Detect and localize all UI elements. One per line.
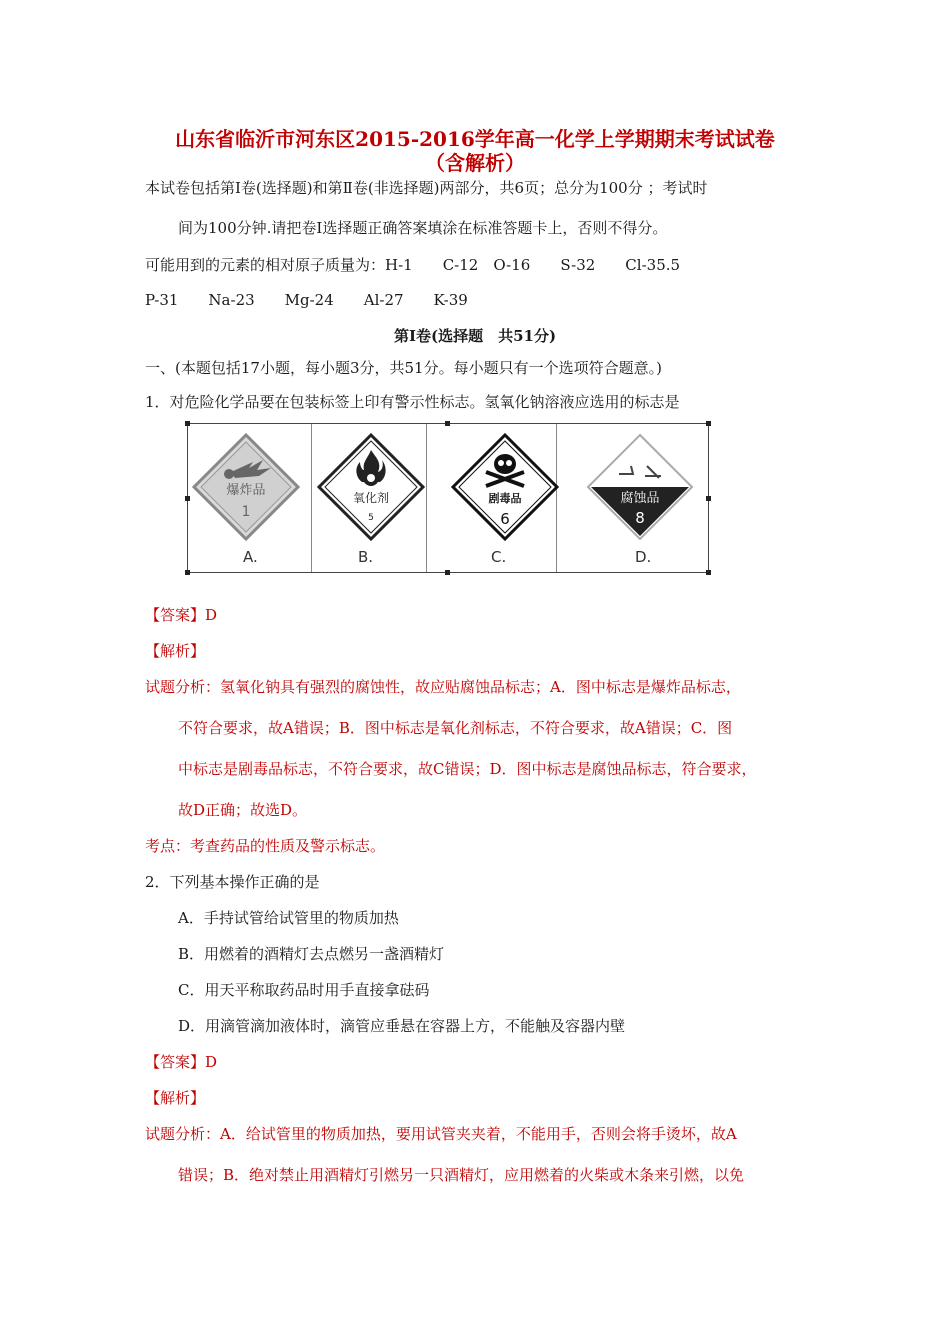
intro-line-2: 间为100分钟.请把卷I选择题正确答案填涂在标准答题卡上，否则不得分。	[178, 219, 668, 237]
sign-a-number: 1	[241, 504, 251, 520]
resize-handle	[706, 421, 711, 426]
resize-handle	[445, 570, 450, 575]
atomic-masses-line-1: 可能用到的元素的相对原子质量为：H-1 C-12 O-16 S-32 Cl-35.5	[145, 256, 681, 274]
q2-option-c: C．用天平称取药品时用手直接拿砝码	[178, 981, 430, 999]
option-a-label: A.	[243, 548, 258, 566]
section-instructions: 一、(本题包括17小题，每小题3分，共51分。每小题只有一个选项符合题意。)	[145, 359, 662, 377]
sign-c-number: 6	[500, 510, 510, 528]
q2-analysis-line-2: 错误；B．绝对禁止用酒精灯引燃另一只酒精灯，应用燃着的火柴或木条来引燃，以免	[178, 1166, 745, 1184]
q2-analysis-heading: 【解析】	[145, 1089, 206, 1107]
q1-analysis-heading: 【解析】	[145, 642, 206, 660]
sign-c-text: 剧毒品	[488, 492, 522, 505]
sign-d-number: 8	[635, 509, 645, 527]
q2-option-a: A．手持试管给试管里的物质加热	[178, 909, 399, 927]
q1-analysis-line-1: 试题分析：氢氧化钠具有强烈的腐蚀性，故应贴腐蚀品标志；A．图中标志是爆炸品标志，	[145, 678, 741, 696]
sign-a-text: 爆炸品	[226, 483, 266, 498]
toxic-sign	[450, 432, 560, 542]
resize-handle	[185, 496, 190, 501]
figure-divider	[311, 424, 312, 572]
atomic-masses-line-2: P-31 Na-23 Mg-24 Al-27 K-39	[145, 291, 468, 309]
resize-handle	[706, 570, 711, 575]
option-b-label: B.	[358, 548, 374, 566]
q1-analysis-line-4: 故D正确；故选D。	[178, 801, 308, 819]
resize-handle	[706, 496, 711, 501]
oxidizer-sign	[316, 432, 426, 542]
corrosive-sign	[585, 432, 695, 542]
document-title-line1: 山东省临沂市河东区2015-2016学年高一化学上学期期末考试试卷	[175, 127, 775, 151]
section-heading: 第Ⅰ卷(选择题 共51分)	[393, 327, 557, 345]
option-d-label: D.	[635, 548, 652, 566]
question-1-stem: 1．对危险化学品要在包装标签上印有警示性标志。氢氧化钠溶液应选用的标志是	[145, 393, 680, 411]
document-title-line2: （含解析）	[425, 151, 525, 175]
q2-option-b: B．用燃着的酒精灯去点燃另一盏酒精灯	[178, 945, 445, 963]
q1-analysis-line-2: 不符合要求，故A错误；B．图中标志是氧化剂标志，不符合要求，故A错误；C．图	[178, 719, 733, 737]
option-c-label: C.	[491, 548, 507, 566]
resize-handle	[185, 570, 190, 575]
intro-line-1: 本试卷包括第Ⅰ卷(选择题)和第Ⅱ卷(非选择题)两部分，共6页；总分为100分 ；考试时	[145, 179, 708, 197]
hazard-signs-figure	[187, 423, 709, 573]
q1-answer: 【答案】D	[145, 606, 218, 624]
q1-analysis-line-3: 中标志是剧毒品标志，不符合要求，故C错误；D．图中标志是腐蚀品标志，符合要求，	[178, 760, 757, 778]
sign-b-text: 氧化剂	[352, 491, 390, 505]
resize-handle	[445, 421, 450, 426]
sign-d-text: 腐蚀品	[620, 491, 660, 506]
q1-knowledge-point: 考点：考查药品的性质及警示标志。	[145, 837, 386, 855]
question-2-stem: 2．下列基本操作正确的是	[145, 873, 320, 891]
resize-handle	[185, 421, 190, 426]
q2-analysis-line-1: 试题分析：A．给试管里的物质加热，要用试管夹夹着，不能用手，否则会将手烫坏，故A	[145, 1125, 737, 1143]
q2-option-d: D．用滴管滴加液体时，滴管应垂悬在容器上方，不能触及容器内壁	[178, 1017, 626, 1035]
explosive-sign	[191, 432, 301, 542]
figure-divider	[426, 424, 427, 572]
sign-b-number: 5	[368, 513, 374, 523]
q2-answer: 【答案】D	[145, 1053, 218, 1071]
